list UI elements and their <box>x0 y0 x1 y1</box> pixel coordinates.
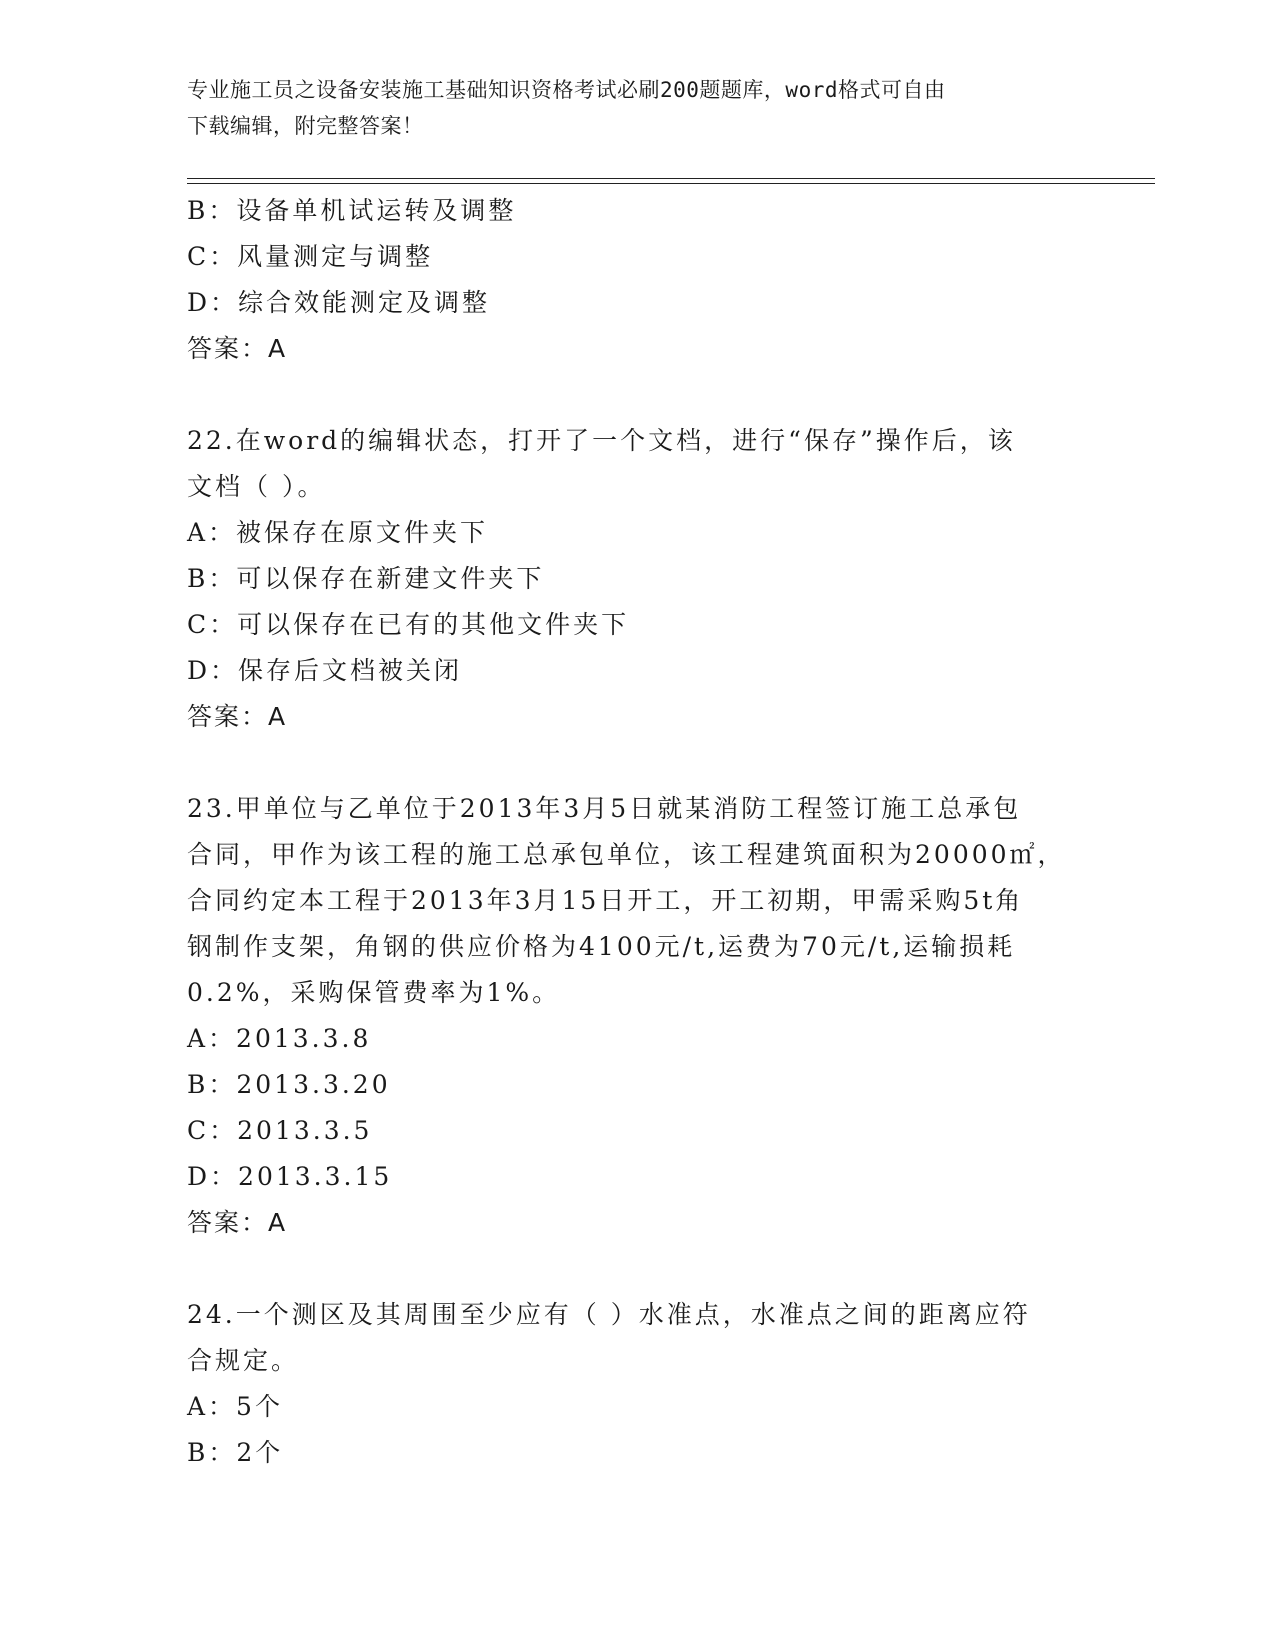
question-24 <box>187 1292 1087 1476</box>
option-a: A：2013.3.8 <box>187 1024 372 1053</box>
option-d: D：综合效能测定及调整 <box>187 288 491 317</box>
question-stem-line: 合规定。 <box>187 1346 300 1375</box>
answer: 答案：A <box>187 702 288 731</box>
question-stem-line: 合同约定本工程于2013年3月15日开工，开工初期，甲需采购5t角 <box>187 886 1024 915</box>
question-stem-line: 24.一个测区及其周围至少应有（ ）水准点，水准点之间的距离应符 <box>187 1300 1031 1329</box>
option-b: B：2013.3.20 <box>187 1070 391 1099</box>
question-stem-line: 22.在word的编辑状态，打开了一个文档，进行“保存”操作后，该 <box>187 426 1016 455</box>
answer: 答案：A <box>187 334 288 363</box>
option-c: C：2013.3.5 <box>187 1116 373 1145</box>
option-c: C：风量测定与调整 <box>187 242 434 271</box>
option-d: D：2013.3.15 <box>187 1162 393 1191</box>
option-b: B：可以保存在新建文件夹下 <box>187 564 545 593</box>
question-content <box>187 188 1087 1476</box>
header-rule-bottom <box>187 183 1155 184</box>
question-stem-line: 0.2%，采购保管费率为1%。 <box>187 978 561 1007</box>
document-header <box>187 72 1067 144</box>
spacer <box>187 740 1087 786</box>
question-23 <box>187 786 1087 1246</box>
header-title-line-2: 下载编辑，附完整答案！ <box>187 114 424 138</box>
header-rule-top <box>187 178 1155 179</box>
spacer <box>187 1246 1087 1292</box>
question-22 <box>187 418 1087 740</box>
option-a: A：5个 <box>187 1392 283 1421</box>
question-21-tail <box>187 188 1087 372</box>
option-a: A：被保存在原文件夹下 <box>187 518 489 547</box>
spacer <box>187 372 1087 418</box>
option-c: C：可以保存在已有的其他文件夹下 <box>187 610 630 639</box>
option-d: D：保存后文档被关闭 <box>187 656 463 685</box>
question-stem-line: 合同，甲作为该工程的施工总承包单位，该工程建筑面积为20000㎡， <box>187 840 1066 869</box>
answer: 答案：A <box>187 1208 288 1237</box>
option-b: B：2个 <box>187 1438 284 1467</box>
header-title-line-1: 专业施工员之设备安装施工基础知识资格考试必刷200题题库，word格式可自由 <box>187 78 946 102</box>
question-stem-line: 23.甲单位与乙单位于2013年3月5日就某消防工程签订施工总承包 <box>187 794 1022 823</box>
option-b: B：设备单机试运转及调整 <box>187 196 517 225</box>
question-stem-line: 钢制作支架，角钢的供应价格为4100元/t,运费为70元/t,运输损耗 <box>187 932 1016 961</box>
question-stem-line: 文档（ ）。 <box>187 472 326 501</box>
